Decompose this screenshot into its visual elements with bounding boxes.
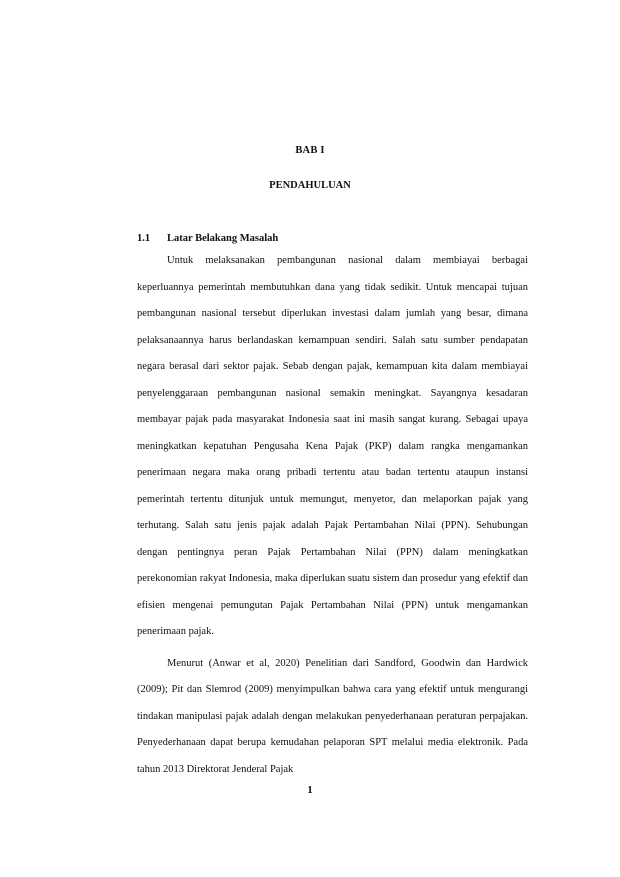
- paragraph-2: Menurut (Anwar et al, 2020) Penelitian dari Sandford, Goodwin dan Hardwick (2009); Pit dan Slemrod (2009) menyimpulkan bahwa cara yang efektif untuk mengurangi tindakan manipulasi pajak adalah dengan melakukan penyederhanaan peraturan perpajakan. Penyederhanaan dapat berupa kemudahan pelaporan SPT melalui media elektronik. Pada tahun 2013 Direktorat Jenderal Pajak: [137, 657, 528, 775]
- chapter-title: PENDAHULUAN: [269, 180, 351, 191]
- section-title: Latar Belakang Masalah: [167, 233, 279, 244]
- page-number: 1: [307, 784, 313, 796]
- chapter-label: BAB I: [295, 145, 325, 156]
- section-number: 1.1: [137, 233, 151, 244]
- paragraph-1: Untuk melaksanakan pembangunan nasional dalam membiayai berbagai keperluannya pemerintah membutuhkan dana yang tidak sedikit. Untuk mencapai tujuan pembangunan nasional tersebut diperlukan investasi dalam jumlah yang besar, dimana pelaksanaannya harus berlandaskan kemampuan sendiri. Salah satu sumber pendapatan negara berasal dari sektor pajak. Sebab dengan pajak, kemampuan kita dalam membiayai penyelenggaraan pembangunan nasional semakin meningkat. Sayangnya kesadaran membayar pajak pada masyarakat Indonesia saat ini masih sangat kurang. Sebagai upaya meningkatkan kepatuhan Pengusaha Kena Pajak (PKP) dalam rangka mengamankan penerimaan negara maka orang pribadi tertentu atau badan tertentu ataupun instansi pemerintah tertentu ditunjuk untuk memungut, menyetor, dan melaporkan pajak yang terhutang. Salah satu jenis pajak adalah Pajak Pertambahan Nilai (PPN). Sehubungan dengan pentingnya peran Pajak Pertambahan Nilai (PPN) dalam meningkatkan perekonomian rakyat Indonesia, maka diperlukan suatu sistem dan prosedur yang efektif dan efisien mengenai pemungutan Pajak Pertambahan Nilai (PPN) untuk mengamankan penerimaan pajak.: [137, 255, 528, 637]
- section-heading: [137, 233, 278, 244]
- body-text: [137, 248, 528, 783]
